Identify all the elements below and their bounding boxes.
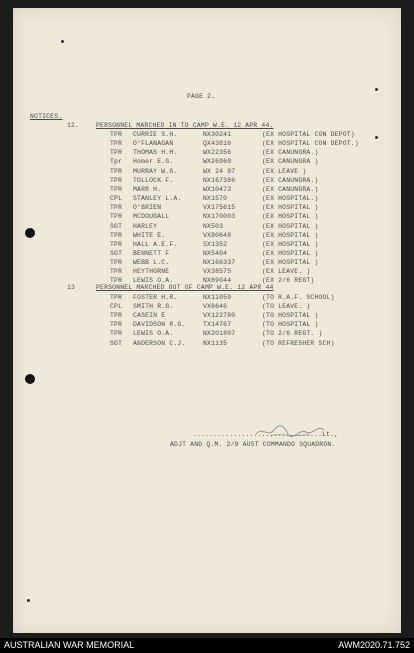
rank: TPR [110, 330, 123, 338]
rank: TPR [110, 167, 123, 175]
footer-institution: AUSTRALIAN WAR MEMORIAL [4, 640, 135, 650]
name: HEYTHORNE [133, 268, 170, 276]
page-number: PAGE 2. [187, 93, 216, 100]
name: THOMAS H.H. [133, 149, 178, 157]
section-13-number: 13 [67, 284, 76, 291]
movement-detail: (TO HOSPITAL ) [262, 321, 319, 329]
rank: Tpr [110, 158, 123, 166]
name: SMITH R.G. [133, 303, 174, 311]
service-number: VX6646 [203, 303, 228, 311]
rank: TPR [110, 213, 123, 221]
rank: TPR [110, 268, 123, 276]
rank: TPR [110, 140, 123, 148]
movement-detail: (TO 2/6 REGT. ) [262, 330, 323, 338]
rank: TPR [110, 321, 123, 329]
rank: CPL [110, 303, 123, 311]
signatory-title: ADJT AND Q.M. 2/9 AUST COMMANDO SQUADRON. [170, 441, 336, 448]
punch-hole-top [25, 228, 35, 238]
name: LEWIS O.A. [133, 277, 174, 285]
service-number: TX14767 [203, 321, 232, 329]
name: STANLEY L.A. [133, 195, 182, 203]
rank: SGT [110, 249, 123, 257]
movement-detail: (EX HOSPITAL CON DEPOT.) [262, 140, 359, 148]
rank: TPR [110, 277, 123, 285]
section-12-number: 12. [67, 122, 80, 129]
service-number: NX166337 [203, 259, 236, 267]
name: Homer E.G. [133, 158, 174, 166]
name: O'FLANAGAN [133, 140, 174, 148]
movement-detail: (EX CANUNGRA.) [262, 149, 319, 157]
movement-detail: (EX 2/6 REGT) [262, 277, 315, 285]
name: O'BRIEN [133, 204, 162, 212]
movement-detail: (EX HOSPITAL ) [262, 204, 319, 212]
footer-bar [0, 638, 414, 653]
movement-detail: (EX HOSPITAL ) [262, 231, 319, 239]
service-number: NX5404 [203, 249, 228, 257]
section-13-heading: PERSONNEL MARCHED OUT OF CAMP W.E. 12 APR 44 [96, 284, 274, 291]
service-number: NX1135 [203, 339, 228, 347]
service-number: QX43816 [203, 140, 232, 148]
section-12-heading: PERSONNEL MARCHED IN TO CAMP W.E. 12 APR 44. [96, 122, 274, 129]
punch-hole-bottom [25, 374, 35, 384]
rank: TPR [110, 231, 123, 239]
name: ANDERSON C.J. [133, 339, 186, 347]
movement-detail: (EX LEAVE. ) [262, 268, 311, 276]
movement-detail: (TO HOSPITAL ) [262, 312, 319, 320]
rank: TPR [110, 176, 123, 184]
name: CASEIN E [133, 312, 166, 320]
rank: TPR [110, 312, 123, 320]
service-number: NX69044 [203, 277, 232, 285]
movement-detail: (TO REFRESHER SCH) [262, 339, 335, 347]
name: BENNETT F [133, 249, 170, 257]
service-number: VX122780 [203, 312, 236, 320]
movement-detail: (EX HOSPITAL ) [262, 213, 319, 221]
movement-detail: (EX CANUNGRA ) [262, 158, 319, 166]
rank: CPL [110, 195, 123, 203]
movement-detail: (EX CANUNGRA.) [262, 176, 319, 184]
rank: TPR [110, 185, 123, 193]
movement-detail: (TO LEAVE. ) [262, 303, 311, 311]
name: MURRAY W.G. [133, 167, 178, 175]
movement-detail: (EX HOSPITAL ) [262, 240, 319, 248]
service-number: WX26960 [203, 158, 232, 166]
service-number: NX30241 [203, 131, 232, 138]
rank: TPR [110, 131, 123, 138]
rank: TPR [110, 294, 123, 301]
name: MCDOUGALL [133, 213, 170, 221]
rank: TPR [110, 204, 123, 212]
rank: TPR [110, 259, 123, 267]
service-number: NX503 [203, 222, 224, 230]
rank: TPR [110, 149, 123, 157]
paper-mark [375, 88, 378, 91]
notices-label: NOTICES. [30, 113, 63, 120]
service-number: WX22356 [203, 149, 232, 157]
movement-detail: (EX HOSPITAL ) [262, 249, 319, 257]
name: MARR H. [133, 185, 162, 193]
service-number: NX201807 [203, 330, 236, 338]
movement-detail: (TO R.A.F. SCHOOL) [262, 294, 335, 301]
name: WEBB L.C. [133, 259, 170, 267]
rank: SGT [110, 222, 123, 230]
paper-mark [375, 136, 378, 139]
service-number: WX 24 97 [203, 167, 236, 175]
paper-mark [61, 40, 64, 43]
name: FOSTER H.R. [133, 294, 178, 301]
footer-accession-number: AWM2020.71.752 [338, 640, 410, 650]
movement-detail: (EX HOSPITAL ) [262, 222, 319, 230]
movement-detail: (EX HOSPITAL.) [262, 195, 319, 203]
service-number: VX175615 [203, 204, 236, 212]
name: DAVIDSON R.G. [133, 321, 186, 329]
name: WHITE E. [133, 231, 166, 239]
service-number: SX1352 [203, 240, 228, 248]
movement-detail: (EX CANUNGRA.) [262, 185, 319, 193]
name: LEWIS O.A. [133, 330, 174, 338]
service-number: NX11059 [203, 294, 232, 301]
name: HALL A.E.F. [133, 240, 178, 248]
service-number: WX10473 [203, 185, 232, 193]
service-number: NX167386 [203, 176, 236, 184]
paper-mark [27, 599, 30, 602]
movement-detail: (EX LEAVE ) [262, 167, 307, 175]
name: TOLLOCK F. [133, 176, 174, 184]
service-number: VX38575 [203, 268, 232, 276]
movement-detail: (EX HOSPITAL CON DEPOT) [262, 131, 355, 138]
rank: TPR [110, 240, 123, 248]
service-number: NX1570 [203, 195, 228, 203]
name: CURRIE S.H. [133, 131, 178, 138]
service-number: VX80648 [203, 231, 232, 239]
rank: SGT [110, 339, 123, 347]
movement-detail: (EX HOSPITAL ) [262, 259, 319, 267]
name: HARLEY [133, 222, 158, 230]
signature-line: ................................Lt., [193, 431, 339, 438]
service-number: NX170003 [203, 213, 236, 221]
